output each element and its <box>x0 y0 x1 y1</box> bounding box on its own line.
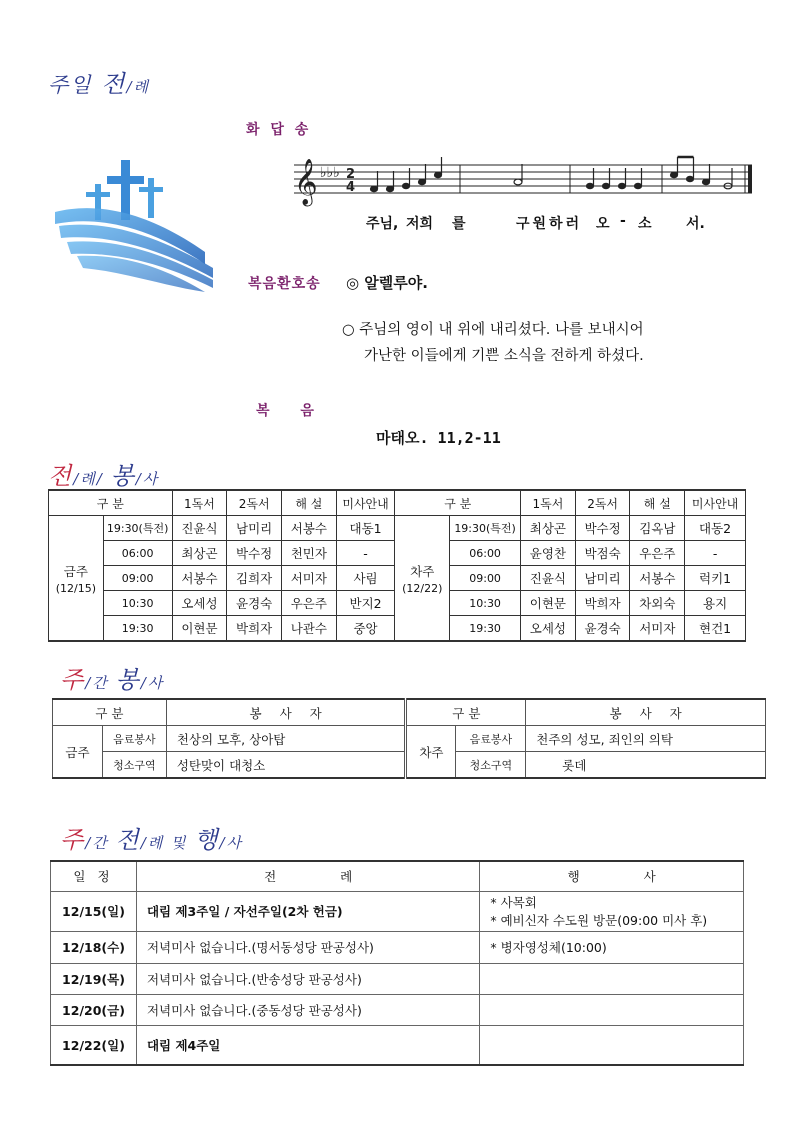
events-cell <box>480 931 744 963</box>
weekly-schedule-heading <box>60 820 243 855</box>
heading-part: /사 <box>219 834 243 852</box>
lyric: 저희 <box>406 216 434 232</box>
col-header: 2독서 <box>227 490 282 516</box>
cell: 우은주 <box>281 591 336 616</box>
group-label: 차주 <box>406 726 456 779</box>
time-cell: 10:30 <box>103 591 172 616</box>
heading-part: /사 <box>135 470 160 488</box>
svg-text:♭♭♭: ♭♭♭ <box>320 165 340 181</box>
heading-part: 주 <box>60 666 86 694</box>
cell: 천상의 모후, 상아탑 <box>166 726 406 752</box>
event-item: * 예비신자 수도원 방문(09:00 미사 후) <box>490 913 708 928</box>
col-header: 행 사 <box>480 861 744 891</box>
svg-text:2: 2 <box>346 167 356 182</box>
cell: 진윤식 <box>521 566 576 591</box>
cell: 김옥남 <box>630 516 685 541</box>
music-staff <box>290 155 760 235</box>
cell: 대동2 <box>685 516 746 541</box>
cell: 박수정 <box>227 541 282 566</box>
liturgy-cell: 저녁미사 없습니다.(반송성당 판공성사) <box>136 963 479 994</box>
lyric: 소 <box>638 216 652 232</box>
date-cell: 12/15(일) <box>51 891 137 931</box>
cell: 럭키1 <box>685 566 746 591</box>
table-header-row <box>53 699 766 726</box>
liturgy-service-heading <box>48 456 159 491</box>
events-cell <box>480 963 744 994</box>
lyric: 를 <box>452 216 466 232</box>
liturgy-cell: 대림 제3주일 / 자선주일(2차 헌금) <box>136 891 479 931</box>
page-title-part3: /례 <box>126 78 150 96</box>
table-row <box>51 931 744 963</box>
table-row <box>49 516 746 541</box>
time-cell: 06:00 <box>450 541 521 566</box>
group-cell <box>395 516 450 642</box>
cell: 사림 <box>336 566 395 591</box>
heading-part: /간 <box>85 674 116 692</box>
cell: 박점숙 <box>575 541 630 566</box>
group-date: (12/22) <box>402 581 443 595</box>
time-cell: 06:00 <box>103 541 172 566</box>
group-label: 차주 <box>410 563 435 579</box>
acclamation-verse-line1: ○ 주님의 영이 내 위에 내리셨다. 나를 보내시어 <box>342 322 644 338</box>
col-header: 구 분 <box>53 699 167 726</box>
col-header: 1독서 <box>172 490 227 516</box>
lyric: 오 <box>596 216 610 232</box>
liturgy-service-table <box>48 489 746 642</box>
acclamation-verse-line2: 가난한 이들에게 기쁜 소식을 전하게 하셨다. <box>364 348 644 364</box>
col-header: 구 분 <box>395 490 521 516</box>
heading-part: /례 및 <box>140 834 195 852</box>
group-cell <box>49 516 104 642</box>
cell: 남미리 <box>575 566 630 591</box>
cross-logo <box>55 152 215 307</box>
time-cell: 19:30(특전) <box>450 516 521 541</box>
heading-part: /사 <box>140 674 165 692</box>
table-row <box>51 994 744 1025</box>
cell: 우은주 <box>630 541 685 566</box>
cell: 최상곤 <box>521 516 576 541</box>
cell: 서봉수 <box>172 566 227 591</box>
cell: 서봉수 <box>281 516 336 541</box>
cell: 윤영찬 <box>521 541 576 566</box>
weekly-service-heading <box>60 660 164 695</box>
heading-part: 전 <box>48 462 74 490</box>
liturgy-cell: 저녁미사 없습니다.(중동성당 판공성사) <box>136 994 479 1025</box>
col-header: 봉 사 자 <box>166 699 406 726</box>
lyric: 구원하러 <box>516 216 583 232</box>
group-date: (12/15) <box>55 581 96 595</box>
cell: 서미자 <box>630 616 685 642</box>
time-cell: 10:30 <box>450 591 521 616</box>
cell: 대동1 <box>336 516 395 541</box>
cell: 현건1 <box>685 616 746 642</box>
cell: 나관수 <box>281 616 336 642</box>
date-cell: 12/18(수) <box>51 931 137 963</box>
cell: 반지2 <box>336 591 395 616</box>
date-cell: 12/19(목) <box>51 963 137 994</box>
table-row <box>53 726 766 752</box>
cell: 박희자 <box>575 591 630 616</box>
events-cell <box>480 994 744 1025</box>
page-title <box>48 64 150 99</box>
weekly-service-table <box>52 698 766 779</box>
table-header-row <box>51 861 744 891</box>
gospel-reference: 마태오. 11,2-11 <box>376 429 501 447</box>
table-header-row <box>49 490 746 516</box>
event-item: * 사목회 <box>490 895 537 910</box>
page-title-part2: 전 <box>101 70 127 98</box>
col-header: 미사안내 <box>336 490 395 516</box>
hwadamsong-label: 화 답 송 <box>246 122 312 138</box>
cell: 윤경숙 <box>575 616 630 642</box>
col-header: 해 설 <box>281 490 336 516</box>
heading-part: 봉 <box>110 462 136 490</box>
cell: 서봉수 <box>630 566 685 591</box>
cell: 음료봉사 <box>456 726 526 752</box>
cell: 음료봉사 <box>102 726 166 752</box>
heading-part: /간 <box>85 834 116 852</box>
liturgy-cell: 저녁미사 없습니다.(명서동성당 판공성사) <box>136 931 479 963</box>
col-header: 1독서 <box>521 490 576 516</box>
time-cell: 19:30 <box>450 616 521 642</box>
date-cell: 12/22(일) <box>51 1025 137 1065</box>
heading-part: 봉 <box>115 666 141 694</box>
cell: 청소구역 <box>456 752 526 779</box>
table-row <box>51 891 744 931</box>
liturgy-cell: 대림 제4주일 <box>136 1025 479 1065</box>
heading-part: 전 <box>115 826 141 854</box>
cell: 중앙 <box>336 616 395 642</box>
cell: 오세성 <box>172 591 227 616</box>
cell: 오세성 <box>521 616 576 642</box>
gospel-acclamation-label: 복음환호송 <box>248 276 321 292</box>
date-cell: 12/20(금) <box>51 994 137 1025</box>
heading-part: /례/ <box>73 470 111 488</box>
cell: 윤경숙 <box>227 591 282 616</box>
alleluia-text: ◎ 알렐루야. <box>346 274 428 292</box>
col-header: 구 분 <box>49 490 173 516</box>
table-row <box>51 1025 744 1065</box>
time-cell: 09:00 <box>103 566 172 591</box>
cell: 천주의 성모, 죄인의 의탁 <box>526 726 766 752</box>
cell: 용지 <box>685 591 746 616</box>
cell: 이현문 <box>172 616 227 642</box>
weekly-schedule-table <box>50 860 744 1066</box>
time-cell: 09:00 <box>450 566 521 591</box>
heading-part: 행 <box>194 826 220 854</box>
col-header: 일 정 <box>51 861 137 891</box>
event-item: * 병자영성체(10:00) <box>490 940 607 955</box>
svg-text:𝄞: 𝄞 <box>294 159 318 205</box>
cell: 청소구역 <box>102 752 166 779</box>
cell: 박수정 <box>575 516 630 541</box>
group-label: 금주 <box>53 726 103 779</box>
cell: 김희자 <box>227 566 282 591</box>
gospel-label: 복 음 <box>256 403 317 419</box>
cell: 차외숙 <box>630 591 685 616</box>
cell: 박희자 <box>227 616 282 642</box>
cross-waves-icon <box>55 152 215 307</box>
col-header: 구 분 <box>406 699 526 726</box>
lyric: - <box>620 213 626 229</box>
cell: 천민자 <box>281 541 336 566</box>
events-cell <box>480 891 744 931</box>
col-header: 미사안내 <box>685 490 746 516</box>
cell: 성탄맞이 대청소 <box>166 752 406 779</box>
cell: 롯데 <box>526 752 766 779</box>
time-cell: 19:30 <box>103 616 172 642</box>
lyric: 서. <box>686 216 705 232</box>
time-cell: 19:30(특전) <box>103 516 172 541</box>
cell: - <box>336 541 395 566</box>
group-label: 금주 <box>63 563 88 579</box>
cell: 진윤식 <box>172 516 227 541</box>
cell: - <box>685 541 746 566</box>
col-header: 봉 사 자 <box>526 699 766 726</box>
heading-part: 주 <box>60 826 86 854</box>
col-header: 전 례 <box>136 861 479 891</box>
cell: 서미자 <box>281 566 336 591</box>
col-header: 해 설 <box>630 490 685 516</box>
cell: 남미리 <box>227 516 282 541</box>
table-row <box>51 963 744 994</box>
cell: 이현문 <box>521 591 576 616</box>
cell: 최상곤 <box>172 541 227 566</box>
col-header: 2독서 <box>575 490 630 516</box>
lyric: 주님, <box>366 216 399 232</box>
page-title-part1: 주일 <box>48 73 93 97</box>
events-cell <box>480 1025 744 1065</box>
svg-text:4: 4 <box>346 180 356 195</box>
